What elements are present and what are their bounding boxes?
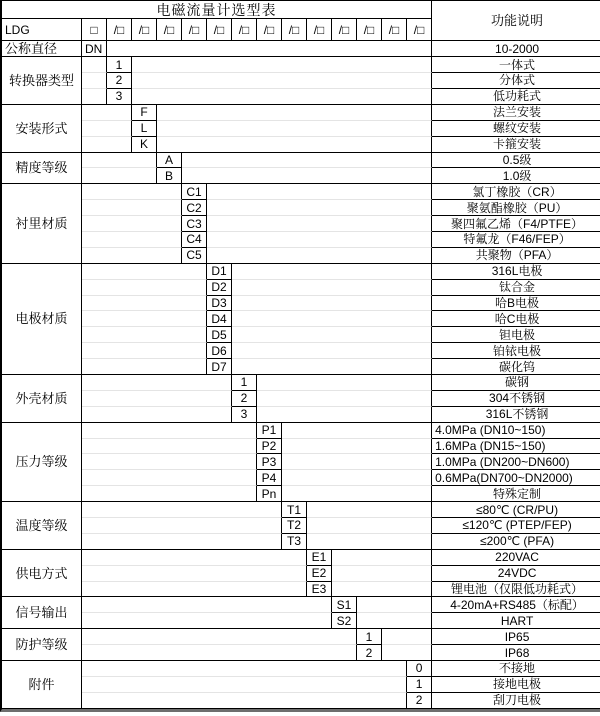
model-digit-slot: /□: [332, 19, 357, 41]
description-cell: 碳化钨: [432, 359, 600, 375]
spacer-cell: [307, 502, 432, 518]
spacer-cell: [132, 57, 432, 73]
spacer-cell: [132, 73, 432, 89]
description-cell: 聚氨酯橡胶（PU）: [432, 200, 600, 216]
description-cell: 聚四氟乙烯（F4/PTFE）: [432, 216, 600, 232]
model-code-cell: C4: [182, 232, 207, 248]
model-digit-slot: /□: [182, 19, 207, 41]
description-cell: ≤120℃ (PTEP/FEP): [432, 518, 600, 534]
model-code-cell: C2: [182, 200, 207, 216]
spacer-cell: [82, 470, 257, 486]
description-cell: 10-2000: [432, 41, 600, 57]
spacer-cell: [82, 375, 232, 391]
spacer-cell: [82, 280, 207, 296]
model-code-cell: P1: [257, 423, 282, 439]
model-code-cell: D4: [207, 311, 232, 327]
description-cell: 哈B电极: [432, 296, 600, 312]
spacer-cell: [132, 89, 432, 105]
description-cell: 螺纹安装: [432, 121, 600, 137]
model-code-cell: DN: [82, 41, 107, 57]
function-column-header: 功能说明: [432, 1, 600, 41]
spacer-cell: [82, 677, 407, 693]
model-code-cell: P2: [257, 439, 282, 455]
spacer-cell: [82, 534, 282, 550]
model-code-cell: L: [132, 121, 157, 137]
description-cell: 特氟龙（F46/FEP）: [432, 232, 600, 248]
spacer-cell: [332, 582, 432, 598]
model-digit-slot: /□: [107, 19, 132, 41]
spacer-cell: [82, 296, 207, 312]
spacer-cell: [82, 613, 332, 629]
spacer-cell: [82, 184, 182, 200]
description-cell: 钛合金: [432, 280, 600, 296]
spacer-cell: [82, 232, 182, 248]
spacer-cell: [207, 248, 432, 264]
spacer-cell: [307, 518, 432, 534]
spacer-cell: [257, 391, 432, 407]
spacer-cell: [357, 597, 432, 613]
model-code-cell: D5: [207, 327, 232, 343]
section-label-1: 转换器类型: [2, 57, 82, 105]
spacer-cell: [82, 391, 232, 407]
spacer-cell: [157, 137, 432, 153]
model-digit-slot: /□: [132, 19, 157, 41]
spacer-cell: [82, 693, 407, 709]
description-cell: 法兰安装: [432, 105, 600, 121]
spacer-cell: [82, 121, 132, 137]
spacer-cell: [157, 121, 432, 137]
description-cell: 一体式: [432, 57, 600, 73]
description-cell: 24VDC: [432, 566, 600, 582]
section-label-4: 衬里材质: [2, 184, 82, 263]
spacer-cell: [332, 566, 432, 582]
spacer-cell: [282, 454, 432, 470]
model-code-cell: D6: [207, 343, 232, 359]
spacer-cell: [182, 153, 432, 169]
section-label-12: 附件: [2, 661, 82, 709]
spacer-cell: [282, 470, 432, 486]
spacer-cell: [332, 550, 432, 566]
description-cell: 特殊定制: [432, 486, 600, 502]
spacer-cell: [232, 359, 432, 375]
model-code-cell: D3: [207, 296, 232, 312]
model-code-cell: 2: [232, 391, 257, 407]
model-code-cell: B: [157, 168, 182, 184]
model-code-cell: 0: [407, 661, 432, 677]
spacer-cell: [82, 597, 332, 613]
model-code-cell: C1: [182, 184, 207, 200]
description-cell: ≤80℃ (CR/PU): [432, 502, 600, 518]
spacer-cell: [207, 216, 432, 232]
spacer-cell: [82, 629, 357, 645]
model-code-cell: 1: [232, 375, 257, 391]
model-prefix: LDG: [2, 19, 82, 41]
spacer-cell: [232, 311, 432, 327]
spacer-cell: [82, 423, 257, 439]
model-code-cell: D2: [207, 280, 232, 296]
model-code-cell: T3: [282, 534, 307, 550]
description-cell: 接地电极: [432, 677, 600, 693]
description-cell: 4.0MPa (DN10~150): [432, 423, 600, 439]
description-cell: 碳钢: [432, 375, 600, 391]
model-code-cell: E2: [307, 566, 332, 582]
spacer-cell: [82, 311, 207, 327]
section-label-7: 压力等级: [2, 423, 82, 502]
spacer-cell: [82, 566, 307, 582]
description-cell: ≤200℃ (PFA): [432, 534, 600, 550]
spacer-cell: [307, 534, 432, 550]
spacer-cell: [82, 343, 207, 359]
section-label-3: 精度等级: [2, 153, 82, 185]
model-code-cell: P4: [257, 470, 282, 486]
section-label-2: 安装形式: [2, 105, 82, 153]
spacer-cell: [232, 327, 432, 343]
description-cell: 铂铱电极: [432, 343, 600, 359]
spacer-cell: [82, 645, 357, 661]
spacer-cell: [282, 423, 432, 439]
spacer-cell: [232, 296, 432, 312]
model-digit-slot: /□: [257, 19, 282, 41]
spacer-cell: [382, 645, 432, 661]
spacer-cell: [82, 248, 182, 264]
spacer-cell: [82, 582, 307, 598]
description-cell: 不接地: [432, 661, 600, 677]
spacer-cell: [82, 439, 257, 455]
spacer-cell: [82, 200, 182, 216]
spacer-cell: [207, 200, 432, 216]
model-code-cell: 2: [107, 73, 132, 89]
description-cell: IP68: [432, 645, 600, 661]
spacer-cell: [207, 184, 432, 200]
description-cell: 卡箍安装: [432, 137, 600, 153]
model-code-cell: A: [157, 153, 182, 169]
description-cell: 共聚物（PFA）: [432, 248, 600, 264]
model-code-cell: E3: [307, 582, 332, 598]
spacer-cell: [382, 629, 432, 645]
model-code-cell: 1: [107, 57, 132, 73]
spacer-cell: [82, 661, 407, 677]
spacer-cell: [157, 105, 432, 121]
spacer-cell: [282, 486, 432, 502]
description-cell: 4-20mA+RS485（标配）: [432, 597, 600, 613]
model-code-cell: D7: [207, 359, 232, 375]
model-digit-slot: /□: [382, 19, 407, 41]
spacer-cell: [82, 518, 282, 534]
model-code-cell: C5: [182, 248, 207, 264]
model-code-cell: D1: [207, 264, 232, 280]
description-cell: 锂电池（仅限低功耗式）: [432, 582, 600, 598]
spacer-cell: [82, 454, 257, 470]
model-digit-slot: /□: [282, 19, 307, 41]
section-label-0: 公称直径: [2, 41, 82, 57]
spacer-cell: [82, 327, 207, 343]
description-cell: 钽电极: [432, 327, 600, 343]
model-code-cell: F: [132, 105, 157, 121]
model-code-cell: T2: [282, 518, 307, 534]
description-cell: 哈C电极: [432, 311, 600, 327]
model-code-cell: 1: [407, 677, 432, 693]
section-label-10: 信号输出: [2, 597, 82, 629]
spacer-cell: [82, 550, 307, 566]
spacer-cell: [82, 168, 157, 184]
model-digit-slot: /□: [207, 19, 232, 41]
model-code-cell: 3: [232, 407, 257, 423]
model-code-cell: S1: [332, 597, 357, 613]
spacer-cell: [232, 264, 432, 280]
description-cell: 低功耗式: [432, 89, 600, 105]
description-cell: HART: [432, 613, 600, 629]
spacer-cell: [82, 57, 107, 73]
description-cell: 1.6MPa (DN15~150): [432, 439, 600, 455]
model-digit-slot: /□: [307, 19, 332, 41]
spacer-cell: [82, 407, 232, 423]
description-cell: 0.6MPa(DN700~DN2000): [432, 470, 600, 486]
spacer-cell: [82, 216, 182, 232]
spacer-cell: [357, 613, 432, 629]
spacer-cell: [82, 502, 282, 518]
section-label-6: 外壳材质: [2, 375, 82, 423]
model-code-cell: C3: [182, 216, 207, 232]
model-digit-slot: /□: [407, 19, 432, 41]
description-cell: 316L不锈钢: [432, 407, 600, 423]
model-code-cell: K: [132, 137, 157, 153]
spacer-cell: [82, 486, 257, 502]
description-cell: 1.0级: [432, 168, 600, 184]
section-label-9: 供电方式: [2, 550, 82, 598]
table-title: 电磁流量计选型表: [2, 1, 432, 19]
model-code-cell: 2: [357, 645, 382, 661]
model-code-cell: S2: [332, 613, 357, 629]
section-label-11: 防护等级: [2, 629, 82, 661]
model-code-cell: Pn: [257, 486, 282, 502]
description-cell: 316L电极: [432, 264, 600, 280]
spacer-cell: [207, 232, 432, 248]
model-code-cell: 3: [107, 89, 132, 105]
description-cell: 220VAC: [432, 550, 600, 566]
model-code-cell: 1: [357, 629, 382, 645]
spacer-cell: [82, 89, 107, 105]
spacer-cell: [257, 375, 432, 391]
description-cell: 氯丁橡胶（CR）: [432, 184, 600, 200]
spacer-cell: [82, 153, 157, 169]
model-digit-box: □: [82, 19, 107, 41]
spacer-cell: [107, 41, 432, 57]
section-label-8: 温度等级: [2, 502, 82, 550]
model-digit-slot: /□: [357, 19, 382, 41]
spacer-cell: [232, 280, 432, 296]
description-cell: 刮刀电极: [432, 693, 600, 709]
model-code-cell: E1: [307, 550, 332, 566]
model-digit-slot: /□: [232, 19, 257, 41]
spacer-cell: [82, 73, 107, 89]
description-cell: 304不锈钢: [432, 391, 600, 407]
description-cell: IP65: [432, 629, 600, 645]
model-digit-slot: /□: [157, 19, 182, 41]
spacer-cell: [182, 168, 432, 184]
model-code-cell: P3: [257, 454, 282, 470]
description-cell: 1.0MPa (DN200~DN600): [432, 454, 600, 470]
spacer-cell: [82, 105, 132, 121]
description-cell: 0.5级: [432, 153, 600, 169]
spacer-cell: [232, 343, 432, 359]
model-code-cell: T1: [282, 502, 307, 518]
section-label-5: 电极材质: [2, 264, 82, 375]
model-code-cell: 2: [407, 693, 432, 709]
spacer-cell: [82, 137, 132, 153]
spacer-cell: [282, 439, 432, 455]
spacer-cell: [82, 264, 207, 280]
description-cell: 分体式: [432, 73, 600, 89]
spacer-cell: [82, 359, 207, 375]
spacer-cell: [257, 407, 432, 423]
